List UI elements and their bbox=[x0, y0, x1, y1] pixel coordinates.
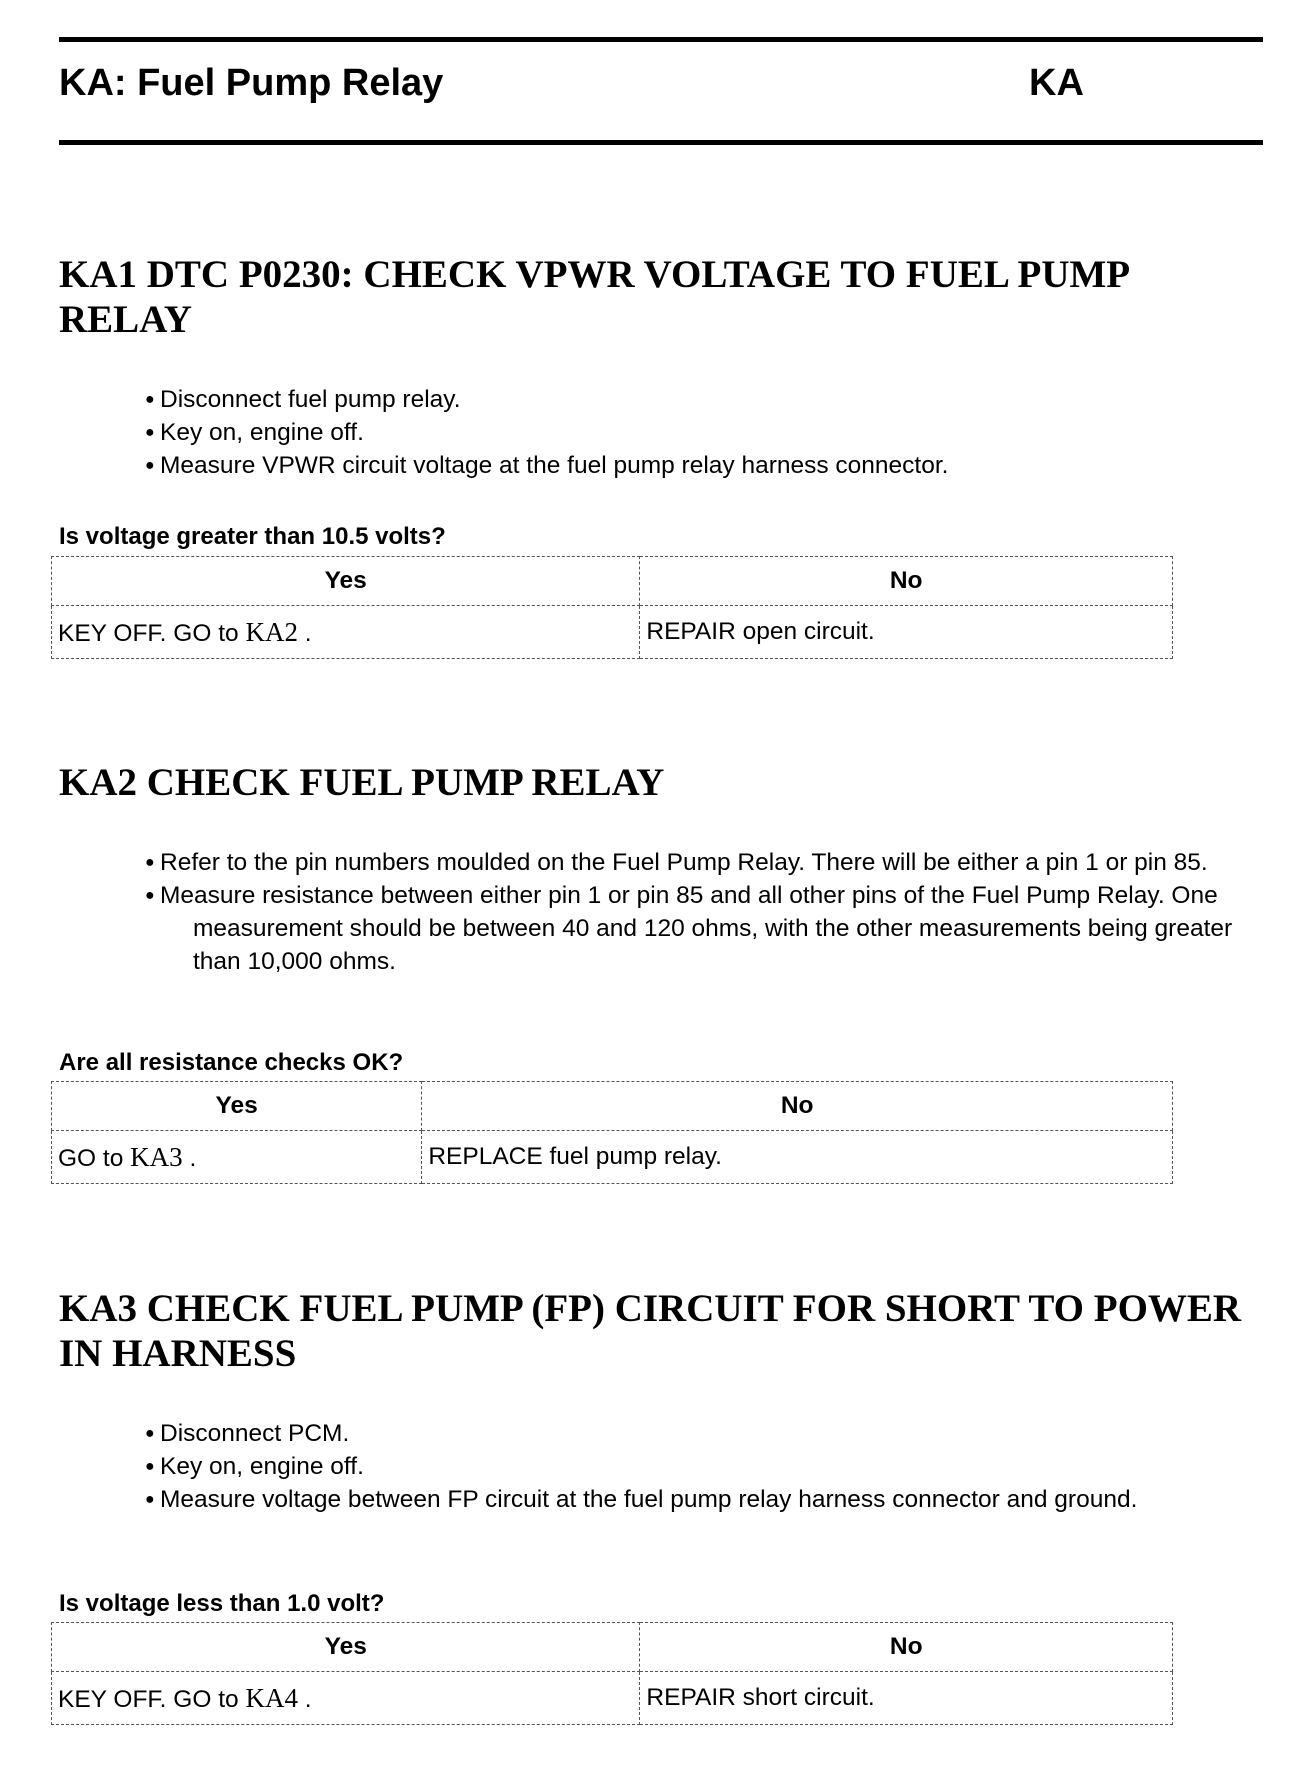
bullet-icon: ● bbox=[145, 391, 155, 408]
step-text: Key on, engine off. bbox=[160, 1453, 364, 1480]
list-item bbox=[145, 416, 1265, 449]
no-cell: REPAIR open circuit. bbox=[640, 606, 1173, 659]
list-item bbox=[145, 383, 1265, 416]
yes-text: GO to bbox=[58, 1144, 124, 1172]
yes-cell bbox=[52, 1672, 640, 1725]
yes-end: . bbox=[304, 619, 312, 647]
goto-link[interactable]: KA4 bbox=[245, 1682, 298, 1713]
heading-line: KA2 CHECK FUEL PUMP RELAY bbox=[59, 761, 665, 804]
yes-text: KEY OFF. GO to bbox=[58, 1685, 239, 1713]
list-item bbox=[145, 1450, 1265, 1483]
yes-end: . bbox=[189, 1144, 197, 1172]
decision-table bbox=[51, 1081, 1173, 1184]
section-heading-ka1 bbox=[59, 252, 1259, 342]
step-text: Measure VPWR circuit voltage at the fuel pump relay harness connector. bbox=[160, 452, 949, 479]
no-cell: REPLACE fuel pump relay. bbox=[422, 1131, 1173, 1184]
bullet-icon: ● bbox=[145, 854, 155, 871]
bullet-icon: ● bbox=[145, 1425, 155, 1442]
step-text: Key on, engine off. bbox=[160, 419, 364, 446]
no-header: No bbox=[422, 1082, 1173, 1131]
step-list bbox=[145, 1417, 1265, 1516]
yes-header: Yes bbox=[52, 557, 640, 606]
yes-header: Yes bbox=[52, 1082, 422, 1131]
step-list bbox=[145, 846, 1265, 978]
no-header: No bbox=[640, 1623, 1173, 1672]
goto-link[interactable]: KA2 bbox=[245, 616, 298, 647]
yes-header: Yes bbox=[52, 1623, 640, 1672]
list-item bbox=[145, 449, 1265, 482]
heading-line: KA1 DTC P0230: CHECK VPWR VOLTAGE TO FUEL PUMP bbox=[59, 253, 1131, 296]
step-list bbox=[145, 383, 1265, 482]
yes-cell bbox=[52, 606, 640, 659]
list-item bbox=[145, 1483, 1265, 1516]
decision-table bbox=[51, 1622, 1173, 1725]
goto-link[interactable]: KA3 bbox=[130, 1141, 183, 1172]
no-cell: REPAIR short circuit. bbox=[640, 1672, 1173, 1725]
section-heading-ka3 bbox=[59, 1286, 1259, 1376]
bullet-icon: ● bbox=[145, 887, 155, 904]
bullet-icon: ● bbox=[145, 1458, 155, 1475]
section-code: KA bbox=[1029, 62, 1084, 104]
yes-cell bbox=[52, 1131, 422, 1184]
yes-end: . bbox=[304, 1685, 312, 1713]
page-title: KA: Fuel Pump Relay bbox=[59, 62, 444, 104]
section-heading-ka2 bbox=[59, 760, 1259, 805]
step-text: Measure voltage between FP circuit at the fuel pump relay harness connector and ground. bbox=[160, 1486, 1138, 1513]
list-item bbox=[145, 1417, 1265, 1450]
bullet-icon: ● bbox=[145, 424, 155, 441]
bullet-icon: ● bbox=[145, 1491, 155, 1508]
no-header: No bbox=[640, 557, 1173, 606]
step-text: Refer to the pin numbers moulded on the Fuel Pump Relay. There will be either a pin 1 or pin 85. bbox=[160, 849, 1208, 876]
list-item bbox=[145, 846, 1265, 879]
header-bottom-rule bbox=[59, 140, 1263, 145]
top-rule bbox=[59, 37, 1263, 42]
heading-line: RELAY bbox=[59, 298, 192, 341]
heading-line: IN HARNESS bbox=[59, 1332, 297, 1375]
bullet-icon: ● bbox=[145, 457, 155, 474]
question: Is voltage greater than 10.5 volts? bbox=[59, 523, 446, 550]
list-item bbox=[145, 879, 1265, 978]
question: Are all resistance checks OK? bbox=[59, 1049, 404, 1076]
heading-line: KA3 CHECK FUEL PUMP (FP) CIRCUIT FOR SHORT TO POWER bbox=[59, 1287, 1242, 1330]
step-text: Disconnect PCM. bbox=[160, 1420, 350, 1447]
decision-table bbox=[51, 556, 1173, 659]
step-text: Disconnect fuel pump relay. bbox=[160, 386, 461, 413]
step-text: Measure resistance between either pin 1 or pin 85 and all other pins of the Fuel Pump Relay. One measurement should be between 40 and 120 ohms, with the other measurements being greater than 10,000 ohms. bbox=[160, 882, 1233, 975]
yes-text: KEY OFF. GO to bbox=[58, 619, 239, 647]
question: Is voltage less than 1.0 volt? bbox=[59, 1590, 385, 1617]
